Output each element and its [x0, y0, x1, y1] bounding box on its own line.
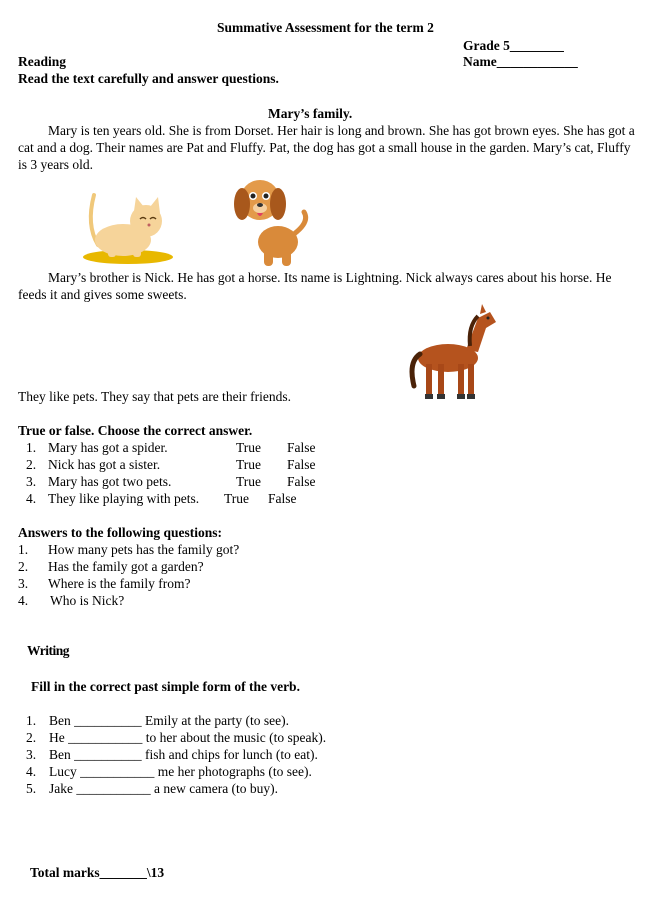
fill-in-sentence[interactable]: He ___________ to her about the music (to speak). — [49, 730, 327, 745]
item-number: 3. — [26, 474, 37, 489]
list-item — [18, 541, 318, 558]
item-number: 2. — [26, 730, 37, 745]
list-item — [26, 490, 346, 507]
item-number: 2. — [18, 559, 29, 574]
list-item — [18, 558, 318, 575]
list-item — [26, 712, 386, 729]
page-title: Summative Assessment for the term 2 — [217, 20, 434, 35]
item-number: 1. — [26, 713, 37, 728]
list-item — [26, 780, 386, 797]
item-number: 1. — [18, 542, 29, 557]
questions-heading: Answers to the following questions: — [18, 525, 223, 540]
grade-field: Grade 5________ — [463, 38, 564, 53]
list-item — [18, 575, 318, 592]
item-number: 2. — [26, 457, 37, 472]
question-text: Who is Nick? — [50, 593, 125, 608]
fill-in-sentence[interactable]: Ben __________ Emily at the party (to see). — [49, 713, 289, 728]
question-text: How many pets has the family got? — [48, 542, 240, 557]
false-option[interactable]: False — [287, 440, 316, 455]
story-paragraph-3: They like pets. They say that pets are their friends. — [18, 389, 292, 404]
true-option[interactable]: True — [224, 491, 250, 506]
list-item — [26, 456, 346, 473]
statement-text: They like playing with pets. — [48, 491, 200, 506]
story-paragraph-2-text: Mary’s brother is Nick. He has got a horse. Its name is Lightning. Nick always cares about his horse. He feeds it and gives some sweets. — [18, 270, 612, 302]
item-number: 4. — [26, 764, 37, 779]
item-number: 3. — [26, 747, 37, 762]
list-item — [26, 473, 346, 490]
fill-in-sentence[interactable]: Lucy ___________ me her photographs (to see). — [49, 764, 312, 779]
list-item — [26, 763, 386, 780]
total-marks: Total marks_______\13 — [30, 865, 165, 880]
true-option[interactable]: True — [236, 440, 262, 455]
name-field: Name____________ — [463, 54, 578, 69]
list-item — [26, 439, 346, 456]
statement-text: Nick has got a sister. — [48, 457, 161, 472]
reading-instruction: Read the text carefully and answer questions. — [18, 71, 279, 86]
cat-picture — [78, 185, 178, 265]
false-option[interactable]: False — [287, 457, 316, 472]
list-item — [26, 729, 386, 746]
story-paragraph-1 — [18, 122, 638, 173]
section-reading: Reading — [18, 54, 67, 69]
fill-in-sentence[interactable]: Ben __________ fish and chips for lunch (to eat). — [49, 747, 318, 762]
story-paragraph-1-text: Mary is ten years old. She is from Dorset. Her hair is long and brown. She has got brown eyes. She has got a cat and a dog. Their names are Pat and Fluffy. Pat, the dog has got a small house in the garden. Mary’s cat, Fluffy is 3 years old. — [18, 123, 635, 172]
item-number: 4. — [18, 593, 29, 608]
writing-instruction: Fill in the correct past simple form of the verb. — [31, 679, 300, 694]
question-text: Has the family got a garden? — [48, 559, 204, 574]
question-text: Where is the family from? — [48, 576, 191, 591]
list-item — [18, 592, 318, 609]
list-item — [26, 746, 386, 763]
fill-in-sentence[interactable]: Jake ___________ a new camera (to buy). — [49, 781, 279, 796]
item-number: 3. — [18, 576, 29, 591]
true-false-heading: True or false. Choose the correct answer. — [18, 423, 253, 438]
false-option[interactable]: False — [268, 491, 297, 506]
story-paragraph-2 — [18, 269, 638, 303]
story-title: Mary’s family. — [268, 106, 353, 121]
item-number: 4. — [26, 491, 37, 506]
statement-text: Mary has got two pets. — [48, 474, 172, 489]
dog-picture — [230, 172, 312, 268]
item-number: 5. — [26, 781, 37, 796]
section-writing: Writing — [27, 643, 70, 658]
true-option[interactable]: True — [236, 457, 262, 472]
horse-picture — [408, 300, 500, 404]
false-option[interactable]: False — [287, 474, 316, 489]
statement-text: Mary has got a spider. — [48, 440, 168, 455]
item-number: 1. — [26, 440, 37, 455]
true-option[interactable]: True — [236, 474, 262, 489]
